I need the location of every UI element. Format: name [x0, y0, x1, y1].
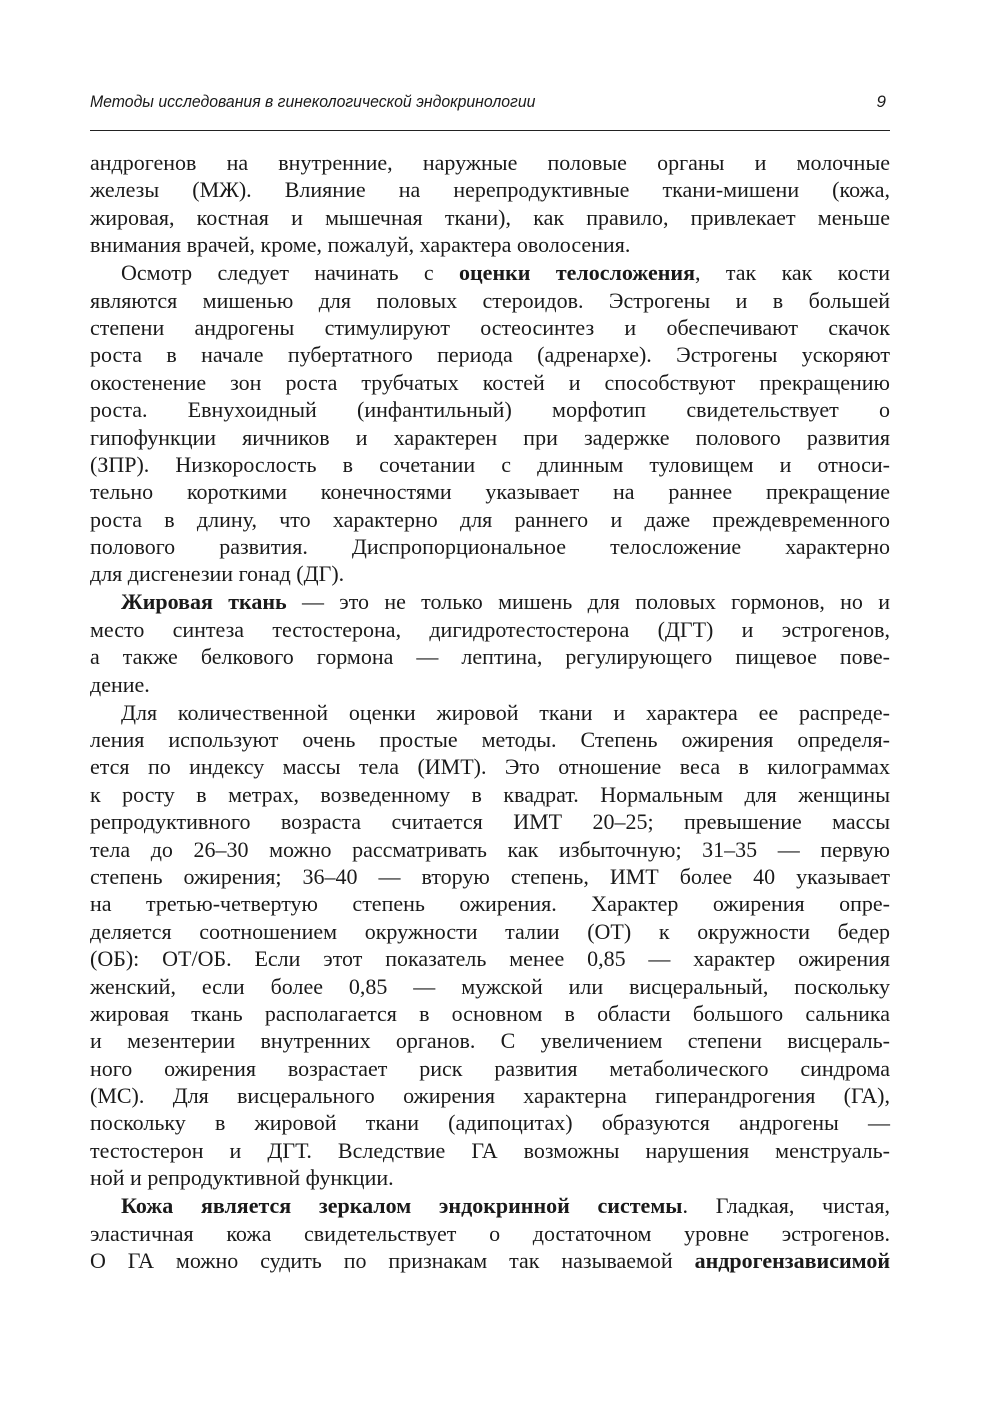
- text-segment: тела до 26–30 можно рассматривать как избыточную; 31–35 — первую: [90, 836, 890, 862]
- text-segment: а также белкового гормона — лептина, регулирующего пищевое пове-: [90, 644, 890, 670]
- text-line: [90, 616, 890, 643]
- text-segment: жировая ткань располагается в основном в области большого сальника: [90, 1000, 890, 1026]
- text-segment: дение.: [90, 671, 150, 697]
- text-segment: жировая, костная и мышечная ткани), как правило, привлекает меньше: [90, 204, 890, 230]
- text-line: [90, 259, 890, 286]
- text-line: [90, 231, 890, 258]
- body-text: [90, 149, 890, 1275]
- text-line: [90, 918, 890, 945]
- bold-term: оценки телосложения: [459, 260, 695, 286]
- text-segment: тестостерон и ДГТ. Вследствие ГА возможны нарушения менструаль-: [90, 1137, 890, 1163]
- text-segment: роста. Евнухоидный (инфантильный) морфотип свидетельствует о: [90, 397, 890, 423]
- text-line: [90, 1109, 890, 1136]
- text-segment: роста в начале пубертатного периода (адренархе). Эстрогены ускоряют: [90, 342, 890, 368]
- text-segment: О ГА можно судить по признакам так называемой: [90, 1248, 695, 1273]
- text-segment: репродуктивного возраста считается ИМТ 20–25; превышение массы: [90, 809, 890, 835]
- text-line: [90, 1220, 890, 1247]
- text-segment: ного ожирения возрастает риск развития метаболического синдрома: [90, 1055, 890, 1081]
- text-line: [90, 1082, 890, 1109]
- text-line: [90, 204, 890, 231]
- text-segment: степени андрогены стимулируют остеосинтез и обеспечивают скачок: [90, 314, 890, 340]
- text-line: [90, 1055, 890, 1082]
- text-line: [90, 1247, 890, 1274]
- text-segment: — это не только мишень для половых гормонов, но и: [286, 589, 891, 615]
- text-segment: роста в длину, что характерно для раннего и даже преждевременного: [90, 506, 890, 532]
- text-line: [90, 1027, 890, 1054]
- text-line: [90, 341, 890, 368]
- text-line: [90, 149, 890, 176]
- text-segment: тельно короткими конечностями указывает на раннее прекращение: [90, 479, 890, 505]
- bold-term: андрогензависимой: [694, 1248, 890, 1273]
- paragraph: [90, 149, 890, 259]
- text-line: [90, 451, 890, 478]
- text-line: [90, 424, 890, 451]
- text-segment: ется по индексу массы тела (ИМТ). Это отношение веса в килограммах: [90, 754, 890, 780]
- text-line: [90, 945, 890, 972]
- text-line: [90, 560, 890, 587]
- text-segment: ления используют очень простые методы. Степень ожирения определя-: [90, 726, 890, 752]
- paragraph: [90, 1192, 890, 1274]
- paragraph: [90, 699, 890, 1192]
- text-segment: Осмотр следует начинать с: [121, 260, 459, 286]
- text-segment: ной и репродуктивной функции.: [90, 1165, 394, 1191]
- text-line: [90, 1192, 890, 1219]
- text-line: [90, 973, 890, 1000]
- text-segment: полового развития. Диспропорциональное телосложение характерно: [90, 534, 890, 560]
- text-line: [90, 863, 890, 890]
- text-line: [90, 506, 890, 533]
- text-line: [90, 699, 890, 726]
- text-line: [90, 314, 890, 341]
- text-line: [90, 781, 890, 808]
- text-segment: женский, если более 0,85 — мужской или висцеральный, поскольку: [90, 973, 890, 999]
- text-line: [90, 396, 890, 423]
- text-line: [90, 1164, 890, 1191]
- paragraph: [90, 259, 890, 588]
- text-segment: Для количественной оценки жировой ткани и характера ее распреде-: [121, 699, 890, 725]
- text-line: [90, 533, 890, 560]
- text-line: [90, 808, 890, 835]
- text-line: [90, 176, 890, 203]
- page-number: 9: [876, 92, 886, 111]
- text-segment: . Гладкая, чистая,: [682, 1193, 891, 1219]
- text-segment: поскольку в жировой ткани (адипоцитах) образуются андрогены —: [90, 1110, 890, 1136]
- text-line: [90, 836, 890, 863]
- text-line: [90, 1000, 890, 1027]
- text-segment: к росту в метрах, возведенному в квадрат. Нормальным для женщины: [90, 781, 890, 807]
- text-segment: железы (МЖ). Влияние на нерепродуктивные ткани-мишени (кожа,: [90, 177, 890, 203]
- text-segment: степень ожирения; 36–40 — вторую степень, ИМТ более 40 указывает: [90, 863, 890, 889]
- text-line: [90, 726, 890, 753]
- text-segment: эластичная кожа свидетельствует о достаточном уровне эстрогенов.: [90, 1220, 890, 1246]
- paragraph: [90, 588, 890, 698]
- text-segment: и мезентерии внутренних органов. С увеличением степени висцераль-: [90, 1028, 890, 1054]
- bold-term: Кожа является зеркалом эндокринной системы: [121, 1193, 683, 1219]
- text-segment: для дисгенезии гонад (ДГ).: [90, 561, 345, 587]
- text-segment: место синтеза тестостерона, дигидротестостерона (ДГТ) и эстрогенов,: [90, 616, 890, 642]
- text-segment: , так как кости: [695, 260, 891, 286]
- bold-term: Жировая ткань: [121, 589, 287, 615]
- text-segment: на третью-четвертую степень ожирения. Характер ожирения опре-: [90, 891, 890, 917]
- text-segment: являются мишенью для половых стероидов. Эстрогены и в большей: [90, 287, 890, 313]
- text-segment: (ОБ): ОТ/ОБ. Если этот показатель менее 0,85 — характер ожирения: [90, 946, 890, 972]
- text-line: [90, 478, 890, 505]
- text-line: [90, 369, 890, 396]
- text-line: [90, 643, 890, 670]
- header-rule: [90, 130, 890, 131]
- text-segment: (ЗПР). Низкорослость в сочетании с длинным туловищем и относи-: [90, 451, 890, 477]
- text-segment: (МС). Для висцерального ожирения характерна гиперандрогения (ГА),: [90, 1083, 890, 1109]
- text-segment: окостенение зон роста трубчатых костей и способствуют прекращению: [90, 369, 890, 395]
- text-segment: гипофункции яичников и характерен при задержке полового развития: [90, 424, 890, 450]
- text-line: [90, 753, 890, 780]
- running-header: [90, 92, 890, 116]
- text-segment: деляется соотношением окружности талии (ОТ) к окружности бедер: [90, 918, 890, 944]
- text-line: [90, 287, 890, 314]
- text-segment: внимания врачей, кроме, пожалуй, характера оволосения.: [90, 232, 631, 258]
- text-line: [90, 890, 890, 917]
- running-header-title: Методы исследования в гинекологической эндокринологии: [90, 92, 536, 111]
- text-line: [90, 588, 890, 615]
- text-line: [90, 1137, 890, 1164]
- text-segment: андрогенов на внутренние, наружные половые органы и молочные: [90, 150, 890, 175]
- text-line: [90, 671, 890, 698]
